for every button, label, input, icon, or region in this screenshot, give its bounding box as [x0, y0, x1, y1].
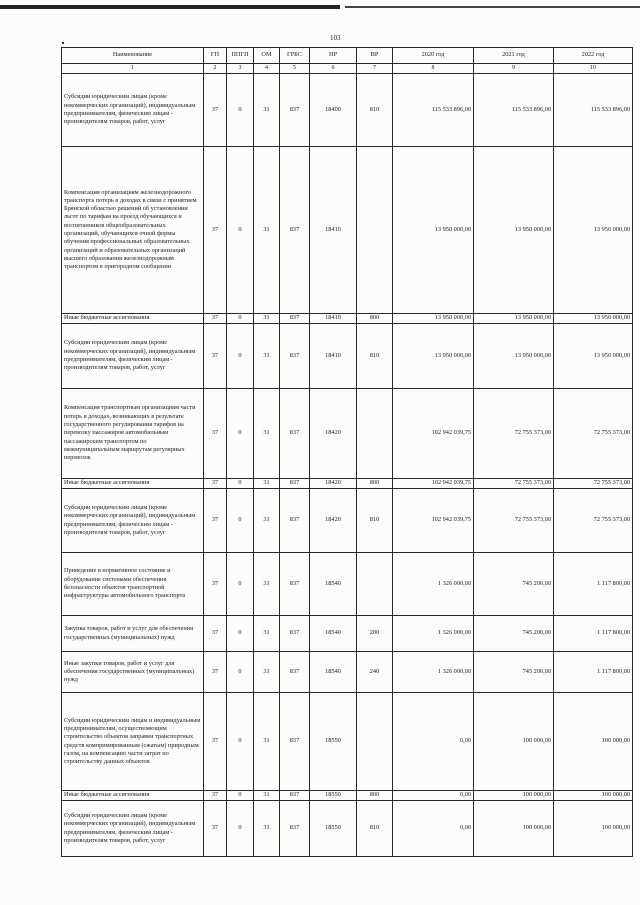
header-nr: НР	[310, 48, 357, 64]
row-amount-2020: 0,00	[393, 791, 474, 801]
row-vr: 800	[357, 791, 393, 801]
row-name: Иные закупки товаров, работ и услуг для обеспечения государственных (муниципальных) нужд	[62, 652, 204, 693]
row-vr: 200	[357, 616, 393, 652]
row-ppgp: 0	[227, 74, 254, 147]
row-grbs: 837	[280, 324, 310, 389]
header-grbs: ГРБС	[280, 48, 310, 64]
page-number: 103	[330, 34, 341, 42]
row-grbs: 837	[280, 314, 310, 324]
row-amount-2020: 13 950 000,00	[393, 324, 474, 389]
row-amount-2020: 1 326 000,00	[393, 616, 474, 652]
row-ppgp: 0	[227, 652, 254, 693]
budget-table	[61, 47, 633, 857]
row-grbs: 837	[280, 147, 310, 314]
row-name: Закупка товаров, работ и услуг для обеспечения государственных (муниципальных) нужд	[62, 616, 204, 652]
table-row	[62, 389, 633, 479]
scan-speck	[62, 42, 64, 44]
row-gp: 37	[204, 147, 227, 314]
row-ppgp: 0	[227, 389, 254, 479]
row-name: Субсидии юридическим лицам (кроме некоммерческих организаций), индивидуальным предпринимателям, физическим лицам - производителям товаров, работ, услуг	[62, 801, 204, 857]
row-gp: 37	[204, 553, 227, 616]
table-row	[62, 553, 633, 616]
row-amount-2020: 0,00	[393, 693, 474, 791]
scan-edge-mark	[0, 5, 340, 9]
row-om: 31	[254, 74, 280, 147]
row-grbs: 837	[280, 479, 310, 489]
row-om: 31	[254, 489, 280, 553]
column-number: 5	[280, 64, 310, 74]
row-vr: 800	[357, 479, 393, 489]
row-gp: 37	[204, 314, 227, 324]
row-grbs: 837	[280, 801, 310, 857]
table-row	[62, 147, 633, 314]
row-amount-2021: 100 000,00	[474, 801, 554, 857]
row-amount-2022: 100 000,00	[554, 791, 633, 801]
row-ppgp: 0	[227, 553, 254, 616]
row-amount-2021: 13 950 000,00	[474, 314, 554, 324]
table-row	[62, 489, 633, 553]
row-amount-2021: 745 200,00	[474, 652, 554, 693]
row-om: 31	[254, 147, 280, 314]
row-vr	[357, 147, 393, 314]
row-om: 31	[254, 324, 280, 389]
column-number: 3	[227, 64, 254, 74]
row-ppgp: 0	[227, 791, 254, 801]
row-name: Иные бюджетные ассигнования	[62, 314, 204, 324]
header-name: Наименование	[62, 48, 204, 64]
row-gp: 37	[204, 791, 227, 801]
row-amount-2020: 102 942 039,75	[393, 479, 474, 489]
row-amount-2020: 1 326 000,00	[393, 553, 474, 616]
table-row	[62, 479, 633, 489]
header-om: ОМ	[254, 48, 280, 64]
row-ppgp: 0	[227, 324, 254, 389]
row-amount-2020: 1 326 000,00	[393, 652, 474, 693]
row-vr	[357, 553, 393, 616]
header-2022: 2022 год	[554, 48, 633, 64]
row-gp: 37	[204, 616, 227, 652]
row-nr: 18400	[310, 74, 357, 147]
row-gp: 37	[204, 801, 227, 857]
row-nr: 18540	[310, 616, 357, 652]
row-amount-2022: 72 755 373,00	[554, 479, 633, 489]
row-name: Компенсация организациям железнодорожного транспорта потерь в доходах в связи с принятием Брянской областью решений об установлении льгот по тарифам на проезд обучающихся и воспитанников общеобразовательных организаций, обучающихся очной формы обучения профессиональных образовательных организаций и образовательных организаций высшего образования железнодорожным транспортом в пригородном сообщении	[62, 147, 204, 314]
row-amount-2021: 115 533 896,00	[474, 74, 554, 147]
table-row	[62, 616, 633, 652]
row-name: Иные бюджетные ассигнования	[62, 479, 204, 489]
row-gp: 37	[204, 389, 227, 479]
row-om: 31	[254, 389, 280, 479]
row-amount-2020: 102 942 039,75	[393, 489, 474, 553]
row-name: Субсидии юридическим лицам (кроме некоммерческих организаций), индивидуальным предпринимателям, физическим лицам - производителям товаров, работ, услуг	[62, 324, 204, 389]
row-name: Иные бюджетные ассигнования	[62, 791, 204, 801]
row-name: Субсидии юридическим лицам (кроме некоммерческих организаций), индивидуальным предпринимателям, физическим лицам - производителям товаров, работ, услуг	[62, 74, 204, 147]
table-row	[62, 324, 633, 389]
row-nr: 18550	[310, 791, 357, 801]
column-number: 9	[474, 64, 554, 74]
table-row	[62, 314, 633, 324]
row-amount-2021: 72 755 373,00	[474, 389, 554, 479]
row-gp: 37	[204, 489, 227, 553]
row-grbs: 837	[280, 553, 310, 616]
row-nr: 18420	[310, 479, 357, 489]
table-row	[62, 801, 633, 857]
row-om: 31	[254, 479, 280, 489]
row-amount-2022: 72 755 373,00	[554, 389, 633, 479]
row-ppgp: 0	[227, 479, 254, 489]
row-nr: 18420	[310, 389, 357, 479]
row-grbs: 837	[280, 616, 310, 652]
row-nr: 18410	[310, 314, 357, 324]
row-grbs: 837	[280, 791, 310, 801]
row-nr: 18420	[310, 489, 357, 553]
row-gp: 37	[204, 324, 227, 389]
header-2021: 2021 год	[474, 48, 554, 64]
row-om: 31	[254, 553, 280, 616]
column-number: 1	[62, 64, 204, 74]
header-2020: 2020 год	[393, 48, 474, 64]
row-vr: 800	[357, 314, 393, 324]
row-ppgp: 0	[227, 801, 254, 857]
row-nr: 18550	[310, 693, 357, 791]
row-amount-2022: 100 000,00	[554, 801, 633, 857]
row-gp: 37	[204, 693, 227, 791]
row-name: Приведение в нормативное состояние и оборудование системами обеспечения безопасности объектов транспортной инфраструктуры автомобильного транспорта	[62, 553, 204, 616]
row-amount-2021: 72 755 373,00	[474, 489, 554, 553]
row-om: 31	[254, 693, 280, 791]
table-row	[62, 693, 633, 791]
row-nr: 18410	[310, 324, 357, 389]
row-amount-2021: 100 000,00	[474, 693, 554, 791]
row-nr: 18540	[310, 553, 357, 616]
header-row	[62, 48, 633, 64]
row-amount-2020: 102 942 039,75	[393, 389, 474, 479]
column-number: 7	[357, 64, 393, 74]
row-vr: 240	[357, 652, 393, 693]
row-gp: 37	[204, 74, 227, 147]
row-amount-2022: 1 117 800,00	[554, 553, 633, 616]
column-number: 10	[554, 64, 633, 74]
table-row	[62, 652, 633, 693]
row-amount-2022: 13 950 000,00	[554, 147, 633, 314]
row-amount-2021: 745 200,00	[474, 553, 554, 616]
row-grbs: 837	[280, 389, 310, 479]
row-amount-2022: 100 000,00	[554, 693, 633, 791]
row-ppgp: 0	[227, 147, 254, 314]
row-amount-2021: 72 755 373,00	[474, 479, 554, 489]
column-number: 2	[204, 64, 227, 74]
row-nr: 18540	[310, 652, 357, 693]
row-vr	[357, 389, 393, 479]
row-ppgp: 0	[227, 693, 254, 791]
column-number-row	[62, 64, 633, 74]
scan-top-edge	[0, 0, 640, 14]
row-om: 31	[254, 314, 280, 324]
header-ppgp: ППГП	[227, 48, 254, 64]
row-grbs: 837	[280, 652, 310, 693]
row-vr: 810	[357, 801, 393, 857]
row-amount-2021: 13 950 000,00	[474, 147, 554, 314]
row-amount-2020: 13 950 000,00	[393, 147, 474, 314]
row-name: Компенсация транспортным организациям части потерь в доходах, возникающих в результате государственного регулирования тарифов на перевозку пассажиров автомобильным пассажирским транспортом по межмуниципальным маршрутам регулярных перевозок	[62, 389, 204, 479]
row-grbs: 837	[280, 693, 310, 791]
column-number: 4	[254, 64, 280, 74]
row-amount-2022: 1 117 800,00	[554, 616, 633, 652]
row-amount-2020: 115 533 896,00	[393, 74, 474, 147]
table-row	[62, 74, 633, 147]
row-amount-2021: 100 000,00	[474, 791, 554, 801]
row-vr	[357, 693, 393, 791]
row-amount-2020: 0,00	[393, 801, 474, 857]
row-amount-2021: 745 200,00	[474, 616, 554, 652]
scan-edge-line	[345, 6, 640, 8]
row-vr: 810	[357, 324, 393, 389]
table-body	[62, 74, 633, 857]
row-om: 31	[254, 801, 280, 857]
row-om: 31	[254, 791, 280, 801]
column-number: 6	[310, 64, 357, 74]
row-ppgp: 0	[227, 616, 254, 652]
table-row	[62, 791, 633, 801]
header-vr: ВР	[357, 48, 393, 64]
row-nr: 18550	[310, 801, 357, 857]
row-ppgp: 0	[227, 489, 254, 553]
row-amount-2022: 115 533 896,00	[554, 74, 633, 147]
row-gp: 37	[204, 479, 227, 489]
row-name: Субсидии юридическим лицам (кроме некоммерческих организаций), индивидуальным предпринимателям, физическим лицам - производителям товаров, работ, услуг	[62, 489, 204, 553]
row-om: 31	[254, 652, 280, 693]
row-amount-2022: 13 950 000,00	[554, 324, 633, 389]
row-gp: 37	[204, 652, 227, 693]
row-amount-2022: 72 755 373,00	[554, 489, 633, 553]
row-name: Субсидии юридическим лицам и индивидуальным предпринимателям, осуществляющим строительство объектов заправки транспортных средств компримированным (сжатым) природным газом, на компенсацию части затрат по строительству данных объектов	[62, 693, 204, 791]
row-amount-2020: 13 950 000,00	[393, 314, 474, 324]
row-amount-2021: 13 950 000,00	[474, 324, 554, 389]
row-vr: 810	[357, 489, 393, 553]
row-amount-2022: 1 117 800,00	[554, 652, 633, 693]
row-amount-2022: 13 950 000,00	[554, 314, 633, 324]
row-nr: 18410	[310, 147, 357, 314]
row-grbs: 837	[280, 489, 310, 553]
row-ppgp: 0	[227, 314, 254, 324]
row-om: 31	[254, 616, 280, 652]
row-grbs: 837	[280, 74, 310, 147]
row-vr: 810	[357, 74, 393, 147]
column-number: 8	[393, 64, 474, 74]
header-gp: ГП	[204, 48, 227, 64]
